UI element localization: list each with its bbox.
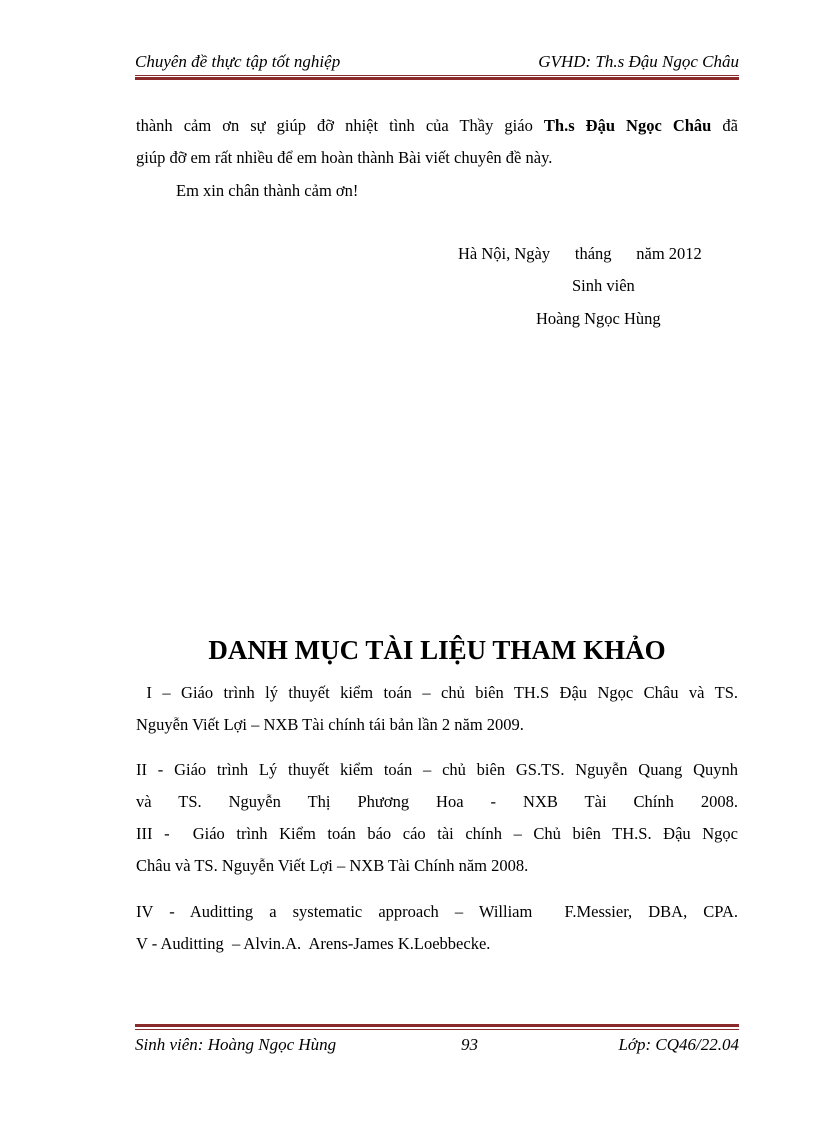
advisor-name: Th.s Đậu Ngọc Châu [543, 116, 712, 135]
intro-line-1-end: đã [711, 116, 738, 135]
signature-name: Hoàng Ngọc Hùng [536, 309, 661, 328]
thanks-line: Em xin chân thành cảm ơn! [176, 181, 359, 200]
page-footer [135, 1031, 739, 1061]
header-left-text: Chuyên đề thực tập tốt nghiệp [135, 52, 341, 71]
intro-line-1 [136, 110, 738, 142]
reference-4-line-1: IV - Auditting a systematic approach – William F.Messier, DBA, CPA. [136, 902, 738, 921]
intro-line-2: giúp đỡ em rất nhiều để em hoàn thành Bài viết chuyên đề này. [136, 148, 553, 167]
reference-3-line-1: III - Giáo trình Kiểm toán báo cáo tài chính – Chủ biên TH.S. Đậu Ngọc [136, 824, 738, 843]
footer-rule-thin [135, 1029, 739, 1030]
footer-class: Lớp: CQ46/22.04 [618, 1035, 739, 1054]
intro-line-1-start: thành cảm ơn sự giúp đỡ nhiệt tình của Thầy giáo [136, 116, 544, 135]
reference-5-line: V - Auditting – Alvin.A. Arens-James K.Loebbecke. [136, 934, 491, 953]
reference-1-line-2: Nguyễn Viết Lợi – NXB Tài chính tái bản lần 2 năm 2009. [136, 715, 524, 734]
header-right-text: GVHD: Th.s Đậu Ngọc Châu [538, 52, 739, 71]
page-header [135, 46, 739, 74]
page-number: 93 [461, 1035, 478, 1054]
footer-student: Sinh viên: Hoàng Ngọc Hùng [135, 1035, 337, 1054]
reference-2-line-1: II - Giáo trình Lý thuyết kiểm toán – chủ biên GS.TS. Nguyễn Quang Quynh [136, 760, 738, 779]
signature-place-date: Hà Nội, Ngày tháng năm 2012 [458, 244, 702, 263]
reference-1-line-1: I – Giáo trình lý thuyết kiểm toán – chủ biên TH.S Đậu Ngọc Châu và TS. [136, 683, 738, 702]
header-rule-thick [135, 77, 739, 80]
footer-rule-thick [135, 1024, 739, 1027]
signature-role: Sinh viên [572, 276, 635, 295]
reference-3-line-2: Châu và TS. Nguyễn Viết Lợi – NXB Tài Chính năm 2008. [136, 856, 529, 875]
references-title: DANH MỤC TÀI LIỆU THAM KHẢO [208, 635, 666, 665]
header-rule-thin [135, 75, 739, 76]
reference-2-line-2: và TS. Nguyễn Thị Phương Hoa - NXB Tài Chính 2008. [136, 792, 738, 811]
